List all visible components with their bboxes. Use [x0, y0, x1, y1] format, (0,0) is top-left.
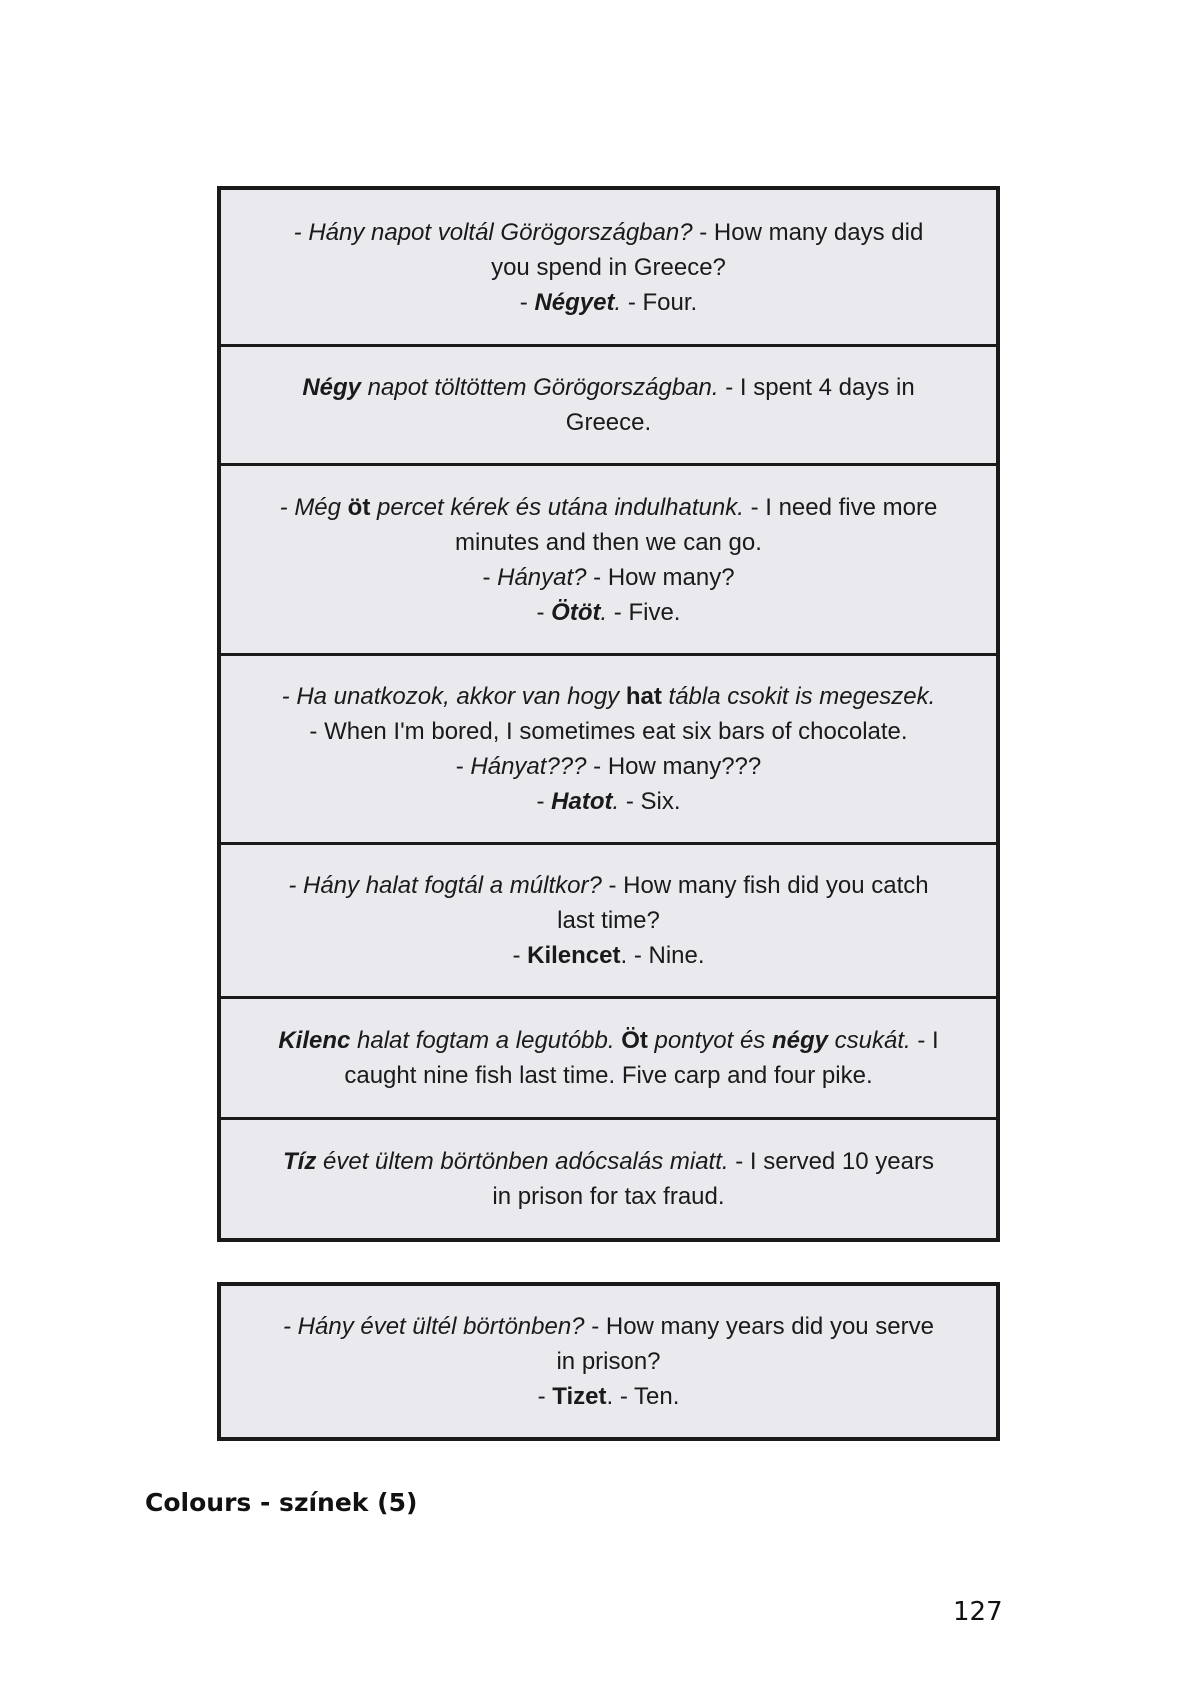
- text-line: [283, 1179, 934, 1214]
- bold-number-word: Tizet: [552, 1383, 607, 1410]
- text-segment: .: [614, 288, 622, 316]
- text-segment: -: [537, 1383, 553, 1410]
- text-segment: minutes and then we can go.: [455, 528, 762, 556]
- text-segment: - How many fish did you catch: [601, 872, 929, 899]
- text-segment: -: [536, 788, 552, 815]
- text-segment: - When I'm bored, I sometimes eat six bars of chocolate.: [309, 718, 908, 745]
- bold-number-word: Ötöt: [551, 598, 601, 626]
- bold-number-word: Négy: [302, 374, 361, 401]
- text-segment: Hányat???: [470, 753, 587, 780]
- text-segment: - How many years did you serve: [584, 1313, 934, 1340]
- bold-number-word: Hatot: [551, 788, 613, 815]
- bold-number-word: öt: [347, 493, 371, 521]
- text-line: [288, 938, 928, 973]
- text-segment: .: [600, 598, 608, 626]
- text-segment: -: [519, 288, 535, 316]
- text-segment: tábla csokit is megeszek.: [661, 683, 936, 710]
- text-segment: you spend in Greece?: [491, 253, 726, 281]
- text-line: [294, 250, 924, 285]
- cell-text: [249, 1144, 968, 1214]
- text-segment: caught nine fish last time. Five carp and four pike.: [344, 1062, 873, 1089]
- text-segment: - I need five more: [743, 493, 938, 521]
- text-segment: -: [536, 598, 552, 626]
- text-segment: in prison?: [556, 1348, 661, 1375]
- text-line: [278, 1058, 938, 1093]
- text-segment: - Hány halat fogtál a múltkor?: [288, 872, 602, 899]
- text-segment: - Hány napot voltál Görögországban?: [293, 218, 693, 246]
- text-segment: . - Nine.: [620, 942, 705, 969]
- text-line: [280, 525, 938, 560]
- text-segment: -: [512, 942, 528, 969]
- text-line: [288, 868, 928, 903]
- text-line: [280, 560, 938, 595]
- text-segment: csukát.: [827, 1027, 911, 1054]
- text-segment: percet kérek és utána indulhatunk.: [370, 493, 744, 521]
- text-segment: Hányat?: [497, 563, 587, 591]
- cell-text: [254, 868, 962, 973]
- text-segment: . - Ten.: [606, 1383, 680, 1410]
- section-heading: Colours - színek (5): [145, 1488, 418, 1517]
- text-segment: - How many???: [586, 753, 762, 780]
- table-cell: [221, 463, 996, 653]
- bold-number-word: négy: [771, 1027, 828, 1054]
- bold-number-word: Kilencet: [527, 942, 621, 969]
- text-line: [294, 215, 924, 250]
- text-segment: pontyot és: [647, 1027, 772, 1054]
- text-line: [288, 903, 928, 938]
- text-segment: - Six.: [619, 788, 681, 815]
- bold-number-word: Kilenc: [278, 1027, 351, 1054]
- text-line: [283, 1309, 934, 1344]
- text-segment: - Ha unatkozok, akkor van hogy: [281, 683, 626, 710]
- text-segment: - How many days did: [692, 218, 924, 246]
- text-segment: -: [455, 753, 471, 780]
- text-line: [283, 1379, 934, 1414]
- text-segment: .: [612, 788, 620, 815]
- phrase-table-continued: [217, 1282, 1000, 1441]
- text-line: [280, 490, 938, 525]
- page-number: 127: [953, 1597, 1003, 1627]
- text-line: [302, 405, 914, 440]
- text-segment: halat fogtam a legutóbb.: [350, 1027, 622, 1054]
- text-segment: Greece.: [565, 409, 652, 436]
- bold-number-word: Öt: [621, 1027, 648, 1054]
- text-segment: - I served 10 years: [728, 1148, 934, 1175]
- text-segment: in prison for tax fraud.: [492, 1183, 725, 1210]
- text-line: [282, 679, 936, 714]
- table-cell: [221, 190, 996, 344]
- bold-number-word: hat: [625, 683, 662, 710]
- text-line: [282, 784, 936, 819]
- table-cell: [221, 344, 996, 463]
- cell-text: [246, 490, 972, 630]
- text-segment: - Hány évet ültél börtönben?: [283, 1313, 585, 1340]
- text-segment: napot töltöttem Görögországban.: [361, 374, 719, 401]
- text-line: [283, 1144, 934, 1179]
- text-segment: - Four.: [621, 288, 698, 316]
- cell-text: [249, 1309, 968, 1414]
- text-segment: évet ültem börtönben adócsalás miatt.: [316, 1148, 729, 1175]
- table-cell: [221, 996, 996, 1117]
- table-cell: [221, 842, 996, 996]
- bold-number-word: Négyet: [534, 288, 615, 316]
- text-segment: - I spent 4 days in: [718, 374, 915, 401]
- text-segment: last time?: [557, 907, 660, 934]
- text-line: [294, 285, 924, 320]
- text-line: [283, 1344, 934, 1379]
- table-cell: [221, 1117, 996, 1238]
- cell-text: [244, 1023, 972, 1093]
- text-line: [302, 370, 914, 405]
- cell-text: [260, 215, 958, 320]
- text-segment: - Még: [279, 493, 348, 521]
- text-line: [280, 595, 938, 630]
- text-line: [278, 1023, 938, 1058]
- text-line: [282, 749, 936, 784]
- text-segment: - Five.: [607, 598, 681, 626]
- text-segment: - I: [910, 1027, 939, 1054]
- phrase-table: [217, 186, 1000, 1242]
- text-segment: - How many?: [586, 563, 735, 591]
- text-segment: -: [482, 563, 498, 591]
- cell-text: [268, 370, 948, 440]
- cell-text: [248, 679, 970, 819]
- text-line: [282, 714, 936, 749]
- bold-number-word: Tíz: [283, 1148, 317, 1175]
- table-cell: [221, 653, 996, 842]
